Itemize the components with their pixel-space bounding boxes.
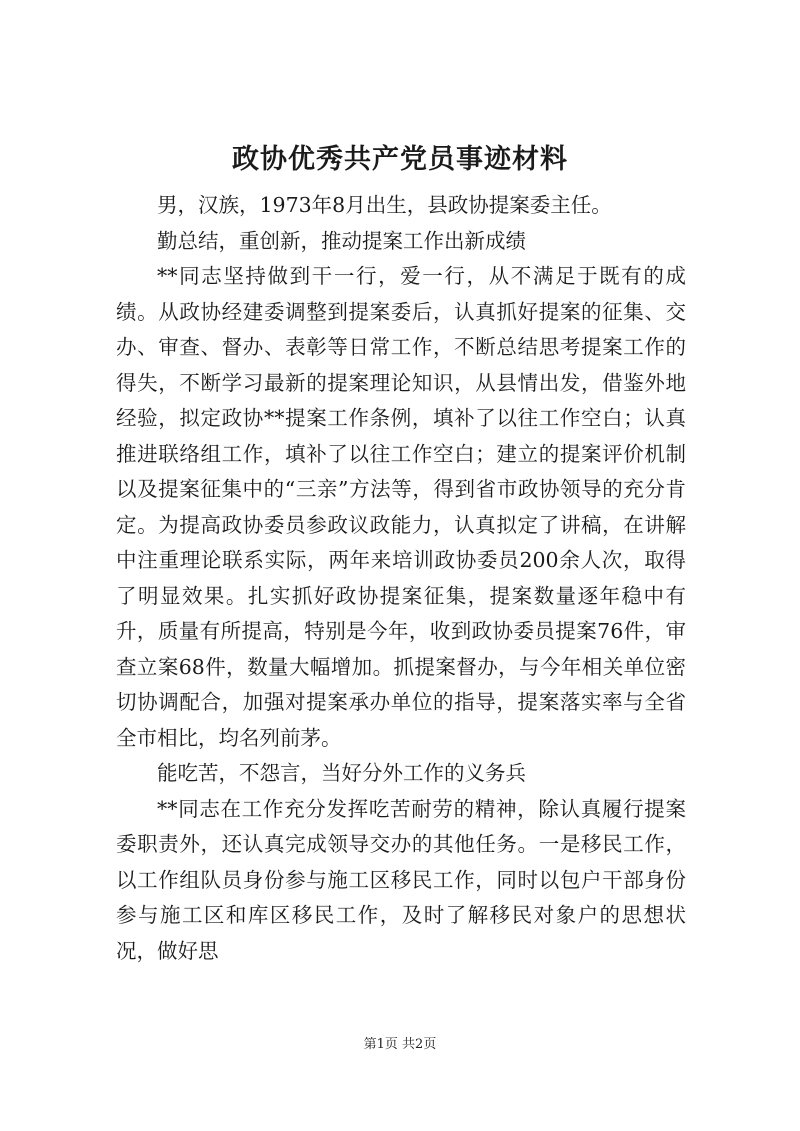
- section-heading-hardwork: 能吃苦，不怨言，当好分外工作的义务兵: [157, 761, 526, 785]
- section-heading-innovation: 勤总结，重创新，推动提案工作出新成绩: [157, 228, 526, 253]
- document-body: [116, 188, 686, 969]
- page-number-footer: 第1页 共2页: [363, 1037, 437, 1052]
- document-title: 政协优秀共产党员事迹材料: [232, 144, 568, 175]
- paragraph-proposal-work: **同志坚持做到干一行，爱一行，从不满足于既有的成绩。从政协经建委调整到提案委后，认真抓好提案的征集、交办、审查、督办、表彰等日常工作，不断总结思考提案工作的得失，不断学习最新的提案理论知识，从县情出发，借鉴外地经验，拟定政协**提案工作条例，填补了以往工作空白；认真推进联络组工作，填补了以往工作空白；建立的提案评价机制以及提案征集中的“三亲”方法等，得到省市政协领导的充分肯定。为提高政协委员参政议政能力，认真拟定了讲稿，在讲解中注重理论联系实际，两年来培训政协委员200余人次，取得了明显效果。扎实抓好政协提案征集，提案数量逐年稳中有升，质量有所提高，特别是今年，收到政协委员提案76件，审查立案68件，数量大幅增加。抓提案督办，与今年相关单位密切协调配合，加强对提案承办单位的指导，提案落实率与全省全市相比，均名列前茅。: [116, 264, 686, 750]
- paragraph-extra-duties: **同志在工作充分发挥吃苦耐劳的精神，除认真履行提案委职责外，还认真完成领导交办的其他任务。一是移民工作，以工作组队员身份参与施工区移民工作，同时以包户干部身份参与施工区和库区移民工作，及时了解移民对象户的思想状况，做好思: [116, 796, 686, 963]
- paragraph-intro: 男，汉族，1973年8月出生，县政协提案委主任。: [157, 193, 612, 217]
